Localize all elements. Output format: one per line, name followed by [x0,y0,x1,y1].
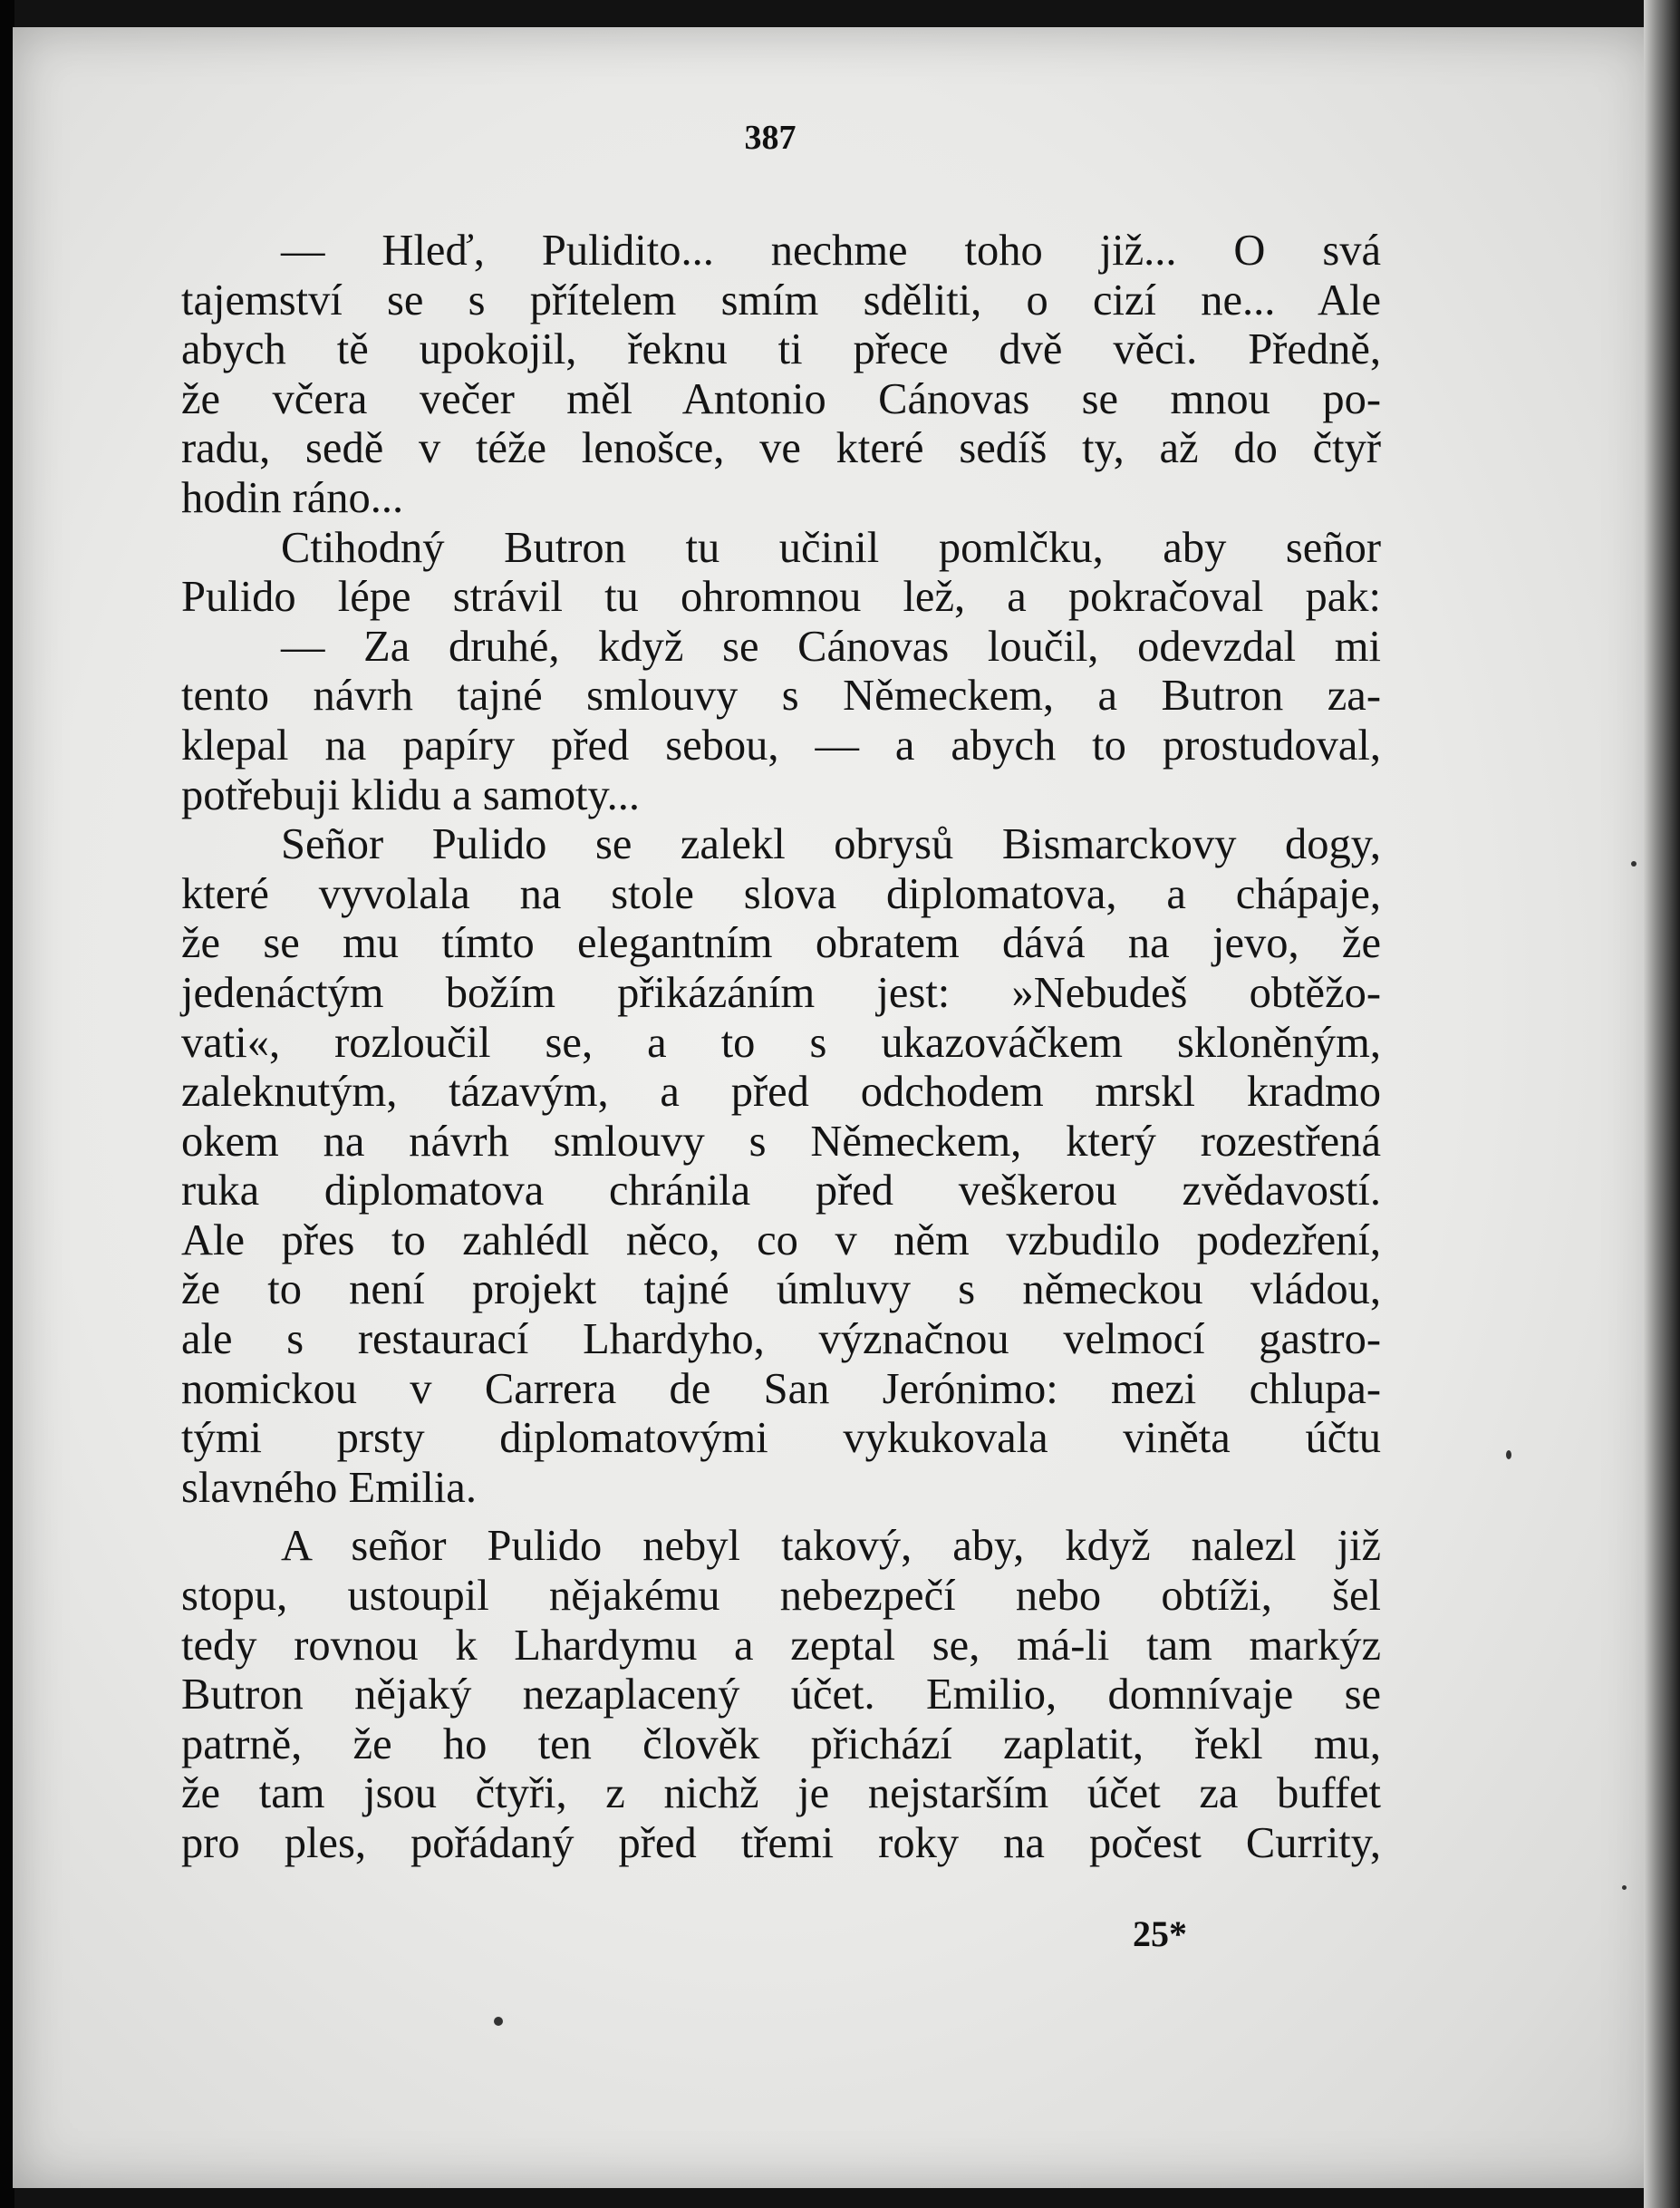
text-line: Butron nějaký nezaplacený účet. Emilio, domnívaje se [181,1671,1381,1719]
text-line: abych tě upokojil, řeknu ti přece dvě věci. Předně, [181,325,1381,374]
text-line: slavného Emilia. [181,1463,477,1512]
text-line: nomickou v Carrera de San Jerónimo: mezi chlupa- [181,1364,1381,1413]
text-line: pro ples, pořádaný před třemi roky na počest Currity, [181,1819,1381,1867]
text-line: Señor Pulido se zalekl obrysů Bismarckovy dogy, [281,820,1381,869]
text-line: Ale přes to zahlédl něco, co v něm vzbudilo podezření, [181,1215,1381,1264]
text-line: ruka diplomatova chránila před veškerou zvědavostí. [181,1167,1381,1215]
dust-speck [1506,1450,1511,1459]
text-line: radu, sedě v téže lenošce, ve které sedíš ty, až do čtyř [181,424,1381,473]
text-line: jedenáctým božím přikázáním jest: »Nebudeš obtěžo- [181,968,1381,1017]
right-edge-shadow [1644,0,1680,2208]
text-line: patrně, že ho ten člověk přichází zaplatit, řekl mu, [181,1719,1381,1768]
text-line: vati«, rozloučil se, a to s ukazováčkem skloněným, [181,1018,1381,1067]
signature-mark: 25* [1133,1913,1187,1954]
text-line: které vyvolala na stole slova diplomatova, a chápaje, [181,869,1381,918]
paragraph-2 [181,524,1381,623]
paragraph-3 [181,623,1381,820]
dust-speck [1622,1885,1627,1890]
text-line: tými prsty diplomatovými vykukovala viněta účtu [181,1414,1381,1463]
paragraph-5 [181,1522,1381,1868]
text-line: okem na návrh smlouvy s Německem, který rozestřená [181,1117,1381,1166]
text-line: že včera večer měl Antonio Cánovas se mnou po- [181,374,1381,423]
dust-speck [1631,861,1637,867]
text-line: tento návrh tajné smlouvy s Německem, a Butron za- [181,672,1381,721]
text-line: — Za druhé, když se Cánovas loučil, odevzdal mi [281,622,1381,671]
text-line: tedy rovnou k Lhardymu a zeptal se, má-li tam markýz [181,1621,1381,1670]
text-line: potřebuji klidu a samoty... [181,770,641,819]
text-line: hodin ráno... [181,473,404,522]
text-line: Ctihodný Butron tu učinil pomlčku, aby señor [281,523,1381,572]
text-line: stopu, ustoupil nějakému nebezpečí nebo obtíži, šel [181,1572,1381,1621]
text-line: že tam jsou čtyři, z nichž je nejstarším účet za buffet [181,1769,1381,1818]
dust-speck [494,2017,503,2026]
text-line: že se mu tímto elegantním obratem dává na jevo, že [181,919,1381,968]
text-line: klepal na papíry před sebou, — a abych to prostudoval, [181,721,1381,770]
text-line: tajemství se s přítelem smím sděliti, o cizí ne... Ale [181,276,1381,324]
text-line: zaleknutým, tázavým, a před odchodem mrskl kradmo [181,1068,1381,1117]
paragraph-1 [181,227,1381,524]
text-line: — Hleď, Pulidito... nechme toho již... O svá [281,227,1381,275]
text-line: že to není projekt tajné úmluvy s německou vládou, [181,1265,1381,1314]
text-line: ale s restaurací Lhardyho, význačnou velmocí gastro- [181,1315,1381,1364]
text-line: A señor Pulido nebyl takový, aby, když nalezl již [281,1522,1381,1571]
text-line: Pulido lépe strávil tu ohromnou lež, a pokračoval pak: [181,573,1381,622]
body-text [181,227,1381,1869]
page-number: 387 [744,119,797,157]
paragraph-4 [181,820,1381,1513]
